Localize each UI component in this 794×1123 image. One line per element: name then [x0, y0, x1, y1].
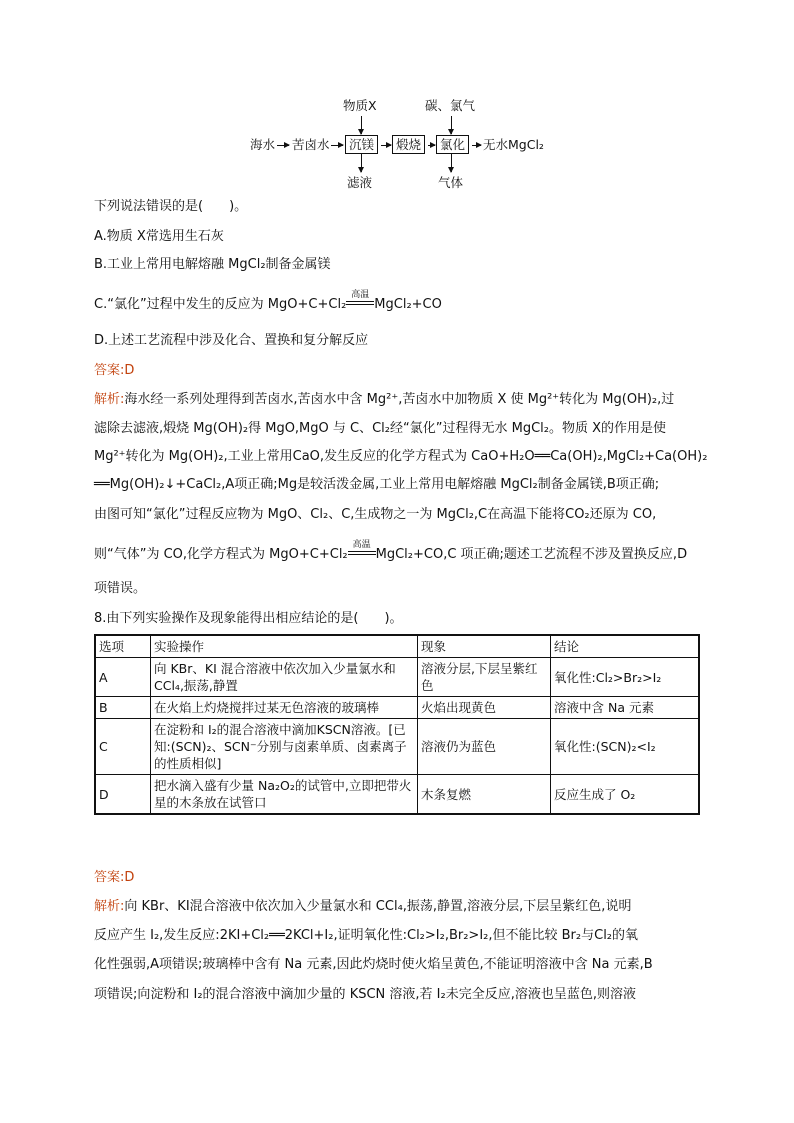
arrow-down-x	[361, 116, 362, 134]
table-row	[95, 775, 699, 815]
cell-operation: 向 KBr、KI 混合溶液中依次加入少量氯水和 CCl₄,振荡,静置	[151, 658, 418, 697]
q7-explanation-line-6	[94, 540, 688, 564]
arrow-down-carbon	[451, 116, 452, 134]
flow-box-precipitate: 沉镁	[345, 135, 378, 154]
q7-explanation-line-4: ══Mg(OH)₂↓+CaCl₂,A项正确;Mg是较活泼金属,工业上常用电解熔融 MgCl₂制备金属镁,B项正确;	[94, 477, 660, 492]
cell-option: D	[95, 775, 151, 815]
cell-conclusion: 氧化性:Cl₂>Br₂>I₂	[551, 658, 700, 697]
q7-exp6-lhs: 则“气体”为 CO,化学方程式为 MgO+C+Cl₂	[94, 547, 348, 562]
header-phenomenon: 现象	[418, 635, 551, 658]
arrow-1	[277, 145, 289, 146]
flow-output-gas: 气体	[438, 175, 464, 190]
arrow-3	[381, 145, 391, 146]
q8-stem: 8.由下列实验操作及现象能得出相应结论的是( )。	[94, 611, 403, 626]
flow-output-filtrate: 滤液	[347, 175, 373, 190]
cell-conclusion: 反应生成了 O₂	[551, 775, 700, 815]
q8-explanation-line-2: 反应产生 I₂,发生反应:2KI+Cl₂══2KCl+I₂,证明氧化性:Cl₂>I₂,Br₂>I₂,但不能比较 Br₂与Cl₂的氧	[94, 928, 639, 943]
reaction-arrow-high-temp-2	[348, 540, 376, 564]
q7-explanation-line-1	[94, 391, 674, 409]
header-operation: 实验操作	[151, 635, 418, 658]
header-option: 选项	[95, 635, 151, 658]
flow-node-seawater: 海水	[250, 137, 276, 152]
q7-explanation-line-3: Mg²⁺转化为 Mg(OH)₂,工业上常用CaO,发生反应的化学方程式为 CaO+H₂O══Ca(OH)₂,MgCl₂+Ca(OH)₂	[94, 449, 708, 464]
cell-operation: 在火焰上灼烧搅拌过某无色溶液的玻璃棒	[151, 697, 418, 719]
arrow-4	[428, 145, 435, 146]
q7-exp6-rhs: MgCl₂+CO,C 项正确;题述工艺流程不涉及置换反应,D	[375, 547, 688, 562]
flow-input-x: 物质X	[343, 98, 377, 113]
q7-stem: 下列说法错误的是( )。	[94, 199, 248, 214]
cell-conclusion: 氧化性:(SCN)₂<I₂	[551, 719, 700, 775]
cell-option: A	[95, 658, 151, 697]
q8-explanation-label: 解析:	[94, 899, 125, 914]
q7-answer-label: 答案:	[94, 363, 125, 378]
cell-operation: 在淀粉和 I₂的混合溶液中滴加KSCN溶液。[已知:(SCN)₂、SCN⁻分别与卤素单质、卤素离子的性质相似]	[151, 719, 418, 775]
cell-operation: 把水滴入盛有少量 Na₂O₂的试管中,立即把带火星的木条放在试管口	[151, 775, 418, 815]
q8-answer-label: 答案:	[94, 870, 125, 885]
cell-phenomenon: 火焰出现黄色	[418, 697, 551, 719]
q8-answer-value: D	[124, 870, 135, 885]
q7-explanation-line-2: 滤除去滤液,煅烧 Mg(OH)₂得 MgO,MgO 与 C、Cl₂经“氯化”过程得无水 MgCl₂。物质 X的作用是使	[94, 421, 667, 436]
reaction-condition-2: 高温	[352, 540, 371, 550]
q8-table	[94, 634, 700, 815]
cell-conclusion: 溶液中含 Na 元素	[551, 697, 700, 719]
arrow-down-gas	[451, 154, 452, 172]
q8-explanation-line-3: 化性强弱,A项错误;玻璃棒中含有 Na 元素,因此灼烧时使火焰呈黄色,不能证明溶液中含 Na 元素,B	[94, 957, 653, 972]
arrow-2	[331, 145, 343, 146]
q7-explanation-line-5: 由图可知“氯化”过程反应物为 MgO、Cl₂、C,生成物之一为 MgCl₂,C在高温下能将CO₂还原为 CO,	[94, 507, 657, 522]
flow-input-carbon-chlorine: 碳、氯气	[425, 98, 476, 113]
q7-option-c	[94, 290, 442, 314]
table-header-row	[95, 635, 699, 658]
table-row	[95, 697, 699, 719]
q7-exp-text-1: 海水经一系列处理得到苦卤水,苦卤水中含 Mg²⁺,苦卤水中加物质 X 使 Mg²⁺转化为 Mg(OH)₂,过	[124, 392, 675, 407]
cell-option: C	[95, 719, 151, 775]
cell-phenomenon: 溶液仍为蓝色	[418, 719, 551, 775]
q7-explanation-line-7: 项错误。	[94, 581, 147, 596]
table-row	[95, 658, 699, 697]
reaction-arrow-high-temp	[346, 290, 374, 314]
flow-box-calcine: 煅烧	[392, 135, 425, 154]
q7-option-d: D.上述工艺流程中涉及化合、置换和复分解反应	[94, 333, 369, 348]
reaction-condition: 高温	[351, 290, 370, 300]
q8-explanation-line-4: 项错误;向淀粉和 I₂的混合溶液中滴加少量的 KSCN 溶液,若 I₂未完全反应,溶液也呈蓝色,则溶液	[94, 987, 636, 1002]
flow-node-brine: 苦卤水	[292, 137, 330, 152]
cell-option: B	[95, 697, 151, 719]
flow-product: 无水MgCl₂	[483, 137, 544, 152]
flow-box-chlorinate: 氯化	[436, 135, 469, 154]
q7-answer-value: D	[124, 363, 135, 378]
q8-exp-text-1: 向 KBr、KI混合溶液中依次加入少量氯水和 CCl₄,振荡,静置,溶液分层,下层呈紫红色,说明	[124, 899, 632, 914]
q8-answer	[94, 869, 134, 887]
q7-answer	[94, 362, 134, 380]
arrow-down-filtrate	[361, 154, 362, 172]
q7-explanation-label: 解析:	[94, 392, 125, 407]
header-conclusion: 结论	[551, 635, 700, 658]
table-row	[95, 719, 699, 775]
q8-explanation-line-1	[94, 898, 631, 916]
arrow-5	[472, 145, 481, 146]
cell-phenomenon: 木条复燃	[418, 775, 551, 815]
q7-option-b: B.工业上常用电解熔融 MgCl₂制备金属镁	[94, 257, 331, 272]
q7-option-c-lhs: C.“氯化”过程中发生的反应为 MgO+C+Cl₂	[94, 297, 347, 312]
q7-option-c-rhs: MgCl₂+CO	[374, 297, 442, 312]
q7-option-a: A.物质 X常选用生石灰	[94, 229, 224, 244]
cell-phenomenon: 溶液分层,下层呈紫红色	[418, 658, 551, 697]
